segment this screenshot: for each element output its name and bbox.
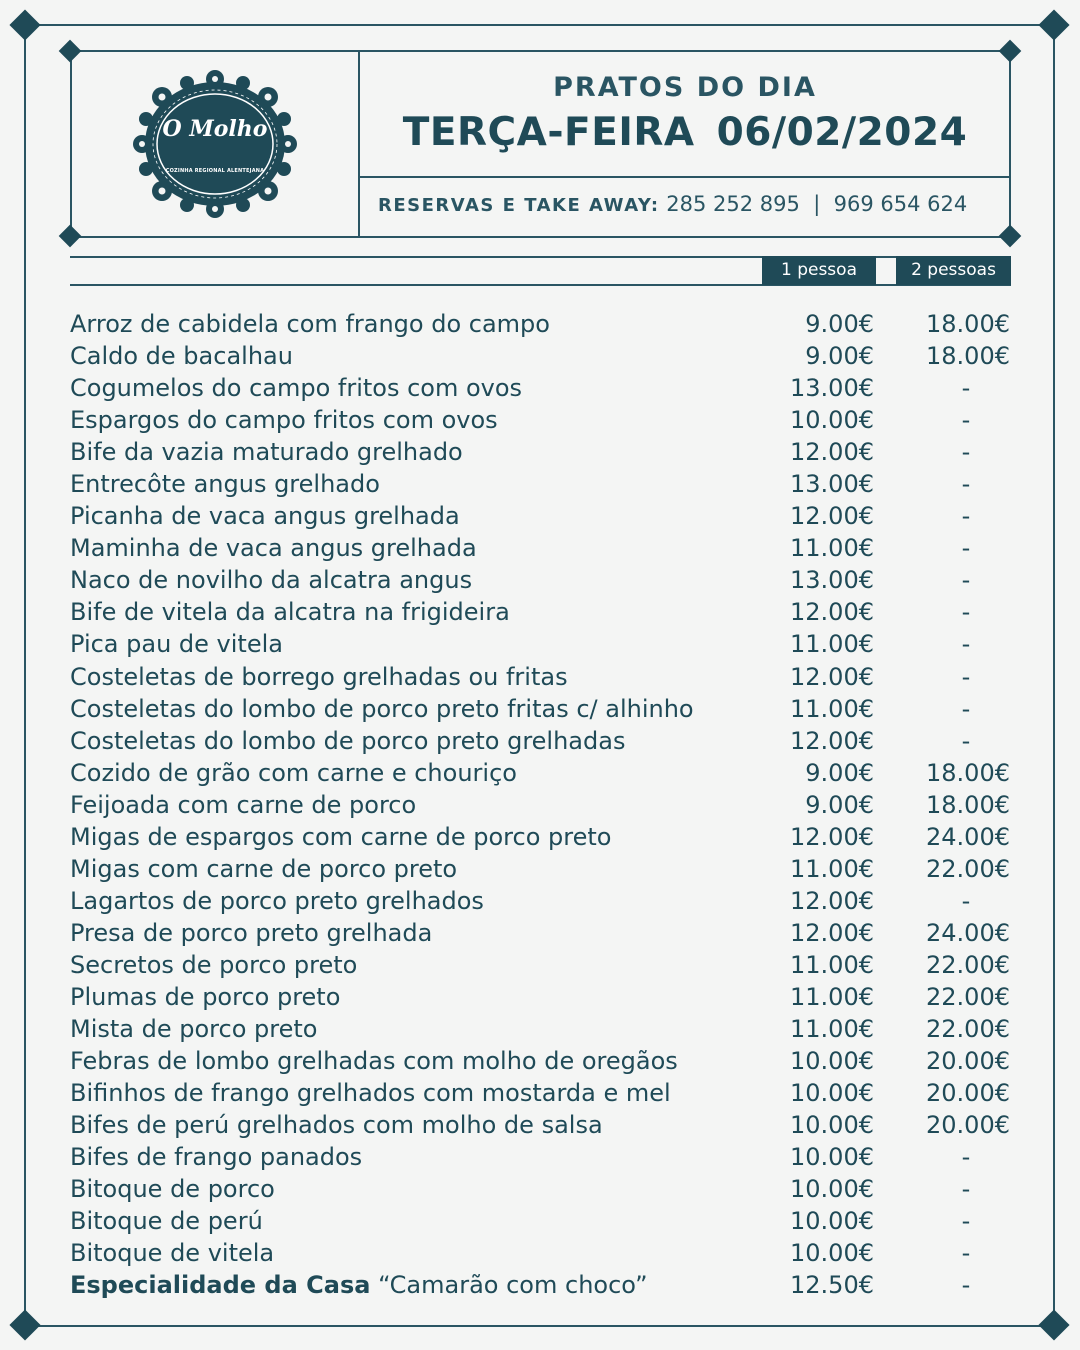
contact-phones: 285 252 895 | 969 654 624	[666, 192, 968, 216]
price-two-people: -	[961, 374, 971, 403]
dish-name: Costeletas do lombo de porco preto fritas c/ alhinho	[70, 694, 694, 723]
menu-item	[70, 885, 1012, 917]
dish-name: Bifinhos de frango grelhados com mostarda e mel	[70, 1079, 671, 1108]
menu-item	[70, 1045, 1012, 1077]
dish-name: Febras de lombo grelhadas com molho de oregãos	[70, 1047, 678, 1076]
dish-name: Plumas de porco preto	[70, 982, 341, 1011]
menu-item	[70, 917, 1012, 949]
price-two-people: -	[961, 470, 971, 499]
price-two-people: -	[961, 406, 971, 435]
dish-name: Bifes de perú grelhados com molho de salsa	[70, 1111, 603, 1140]
day-date-title: TERÇA-FEIRA 06/02/2024	[402, 110, 968, 155]
price-two-people: -	[961, 598, 971, 627]
price-one-person: 13.00€	[790, 374, 874, 403]
column-one-person: 1 pessoa	[762, 256, 876, 285]
price-two-people: -	[961, 694, 971, 723]
price-two-people: -	[961, 1143, 971, 1172]
price-one-person: 10.00€	[790, 1047, 874, 1076]
price-two-people: 22.00€	[926, 950, 1010, 979]
dish-name: Espargos do campo fritos com ovos	[70, 406, 498, 435]
header-box-bottom	[70, 236, 1011, 238]
price-one-person: 10.00€	[790, 1207, 874, 1236]
price-two-people: 20.00€	[926, 1111, 1010, 1140]
dish-name: Bitoque de perú	[70, 1207, 263, 1236]
dish-name: Lagartos de porco preto grelhados	[70, 886, 484, 915]
menu-item	[70, 564, 1012, 596]
restaurant-logo	[132, 69, 298, 219]
price-two-people: -	[961, 566, 971, 595]
menu-item	[70, 1205, 1012, 1237]
price-two-people: 24.00€	[926, 918, 1010, 947]
menu-item-special	[70, 1269, 1012, 1301]
price-one-person: 11.00€	[790, 950, 874, 979]
column-two-people: 2 pessoas	[896, 256, 1011, 285]
price-one-person: 12.00€	[790, 662, 874, 691]
menu-item	[70, 1237, 1012, 1269]
menu-item	[70, 1173, 1012, 1205]
price-one-person: 9.00€	[805, 758, 874, 787]
price-two-people: -	[961, 886, 971, 915]
frame-right-line	[1053, 26, 1055, 1326]
price-one-person: 11.00€	[790, 982, 874, 1011]
menu-item	[70, 1077, 1012, 1109]
price-one-person: 12.00€	[790, 822, 874, 851]
frame-left-line	[24, 26, 26, 1326]
header-divider-horizontal	[358, 176, 1010, 178]
dish-name: Bife da vazia maturado grelhado	[70, 438, 463, 467]
price-one-person: 13.00€	[790, 566, 874, 595]
menu-item	[70, 372, 1012, 404]
price-one-person: 12.00€	[790, 726, 874, 755]
corner-ornament	[1038, 1309, 1069, 1340]
price-two-people: -	[961, 630, 971, 659]
dish-name: Cozido de grão com carne e chouriço	[70, 758, 517, 787]
dish-name: Presa de porco preto grelhada	[70, 918, 433, 947]
price-two-people: -	[961, 502, 971, 531]
price-one-person: 10.00€	[790, 406, 874, 435]
menu-item	[70, 725, 1012, 757]
menu-item	[70, 500, 1012, 532]
dish-name: Migas de espargos com carne de porco preto	[70, 822, 612, 851]
menu-item	[70, 468, 1012, 500]
logo-ornament-icon	[132, 69, 298, 219]
price-two-people: 22.00€	[926, 982, 1010, 1011]
special-name: “Camarão com choco”	[378, 1271, 648, 1300]
header-corner-ornament	[999, 225, 1022, 248]
price-one-person: 12.00€	[790, 438, 874, 467]
price-two-people: -	[961, 1239, 971, 1268]
price-one-person: 12.00€	[790, 598, 874, 627]
price-two-people: -	[961, 1207, 971, 1236]
dish-name: Migas com carne de porco preto	[70, 854, 458, 883]
corner-ornament	[1038, 9, 1069, 40]
daily-dishes-heading: PRATOS DO DIA	[553, 72, 817, 103]
menu-item	[70, 949, 1012, 981]
menu-item	[70, 596, 1012, 628]
dish-name: Bitoque de porco	[70, 1175, 275, 1204]
price-one-person: 11.00€	[790, 1015, 874, 1044]
dish-name: Caldo de bacalhau	[70, 342, 293, 371]
contact-line	[378, 192, 967, 216]
dish-name: Bifes de frango panados	[70, 1143, 363, 1172]
dish-name: Pica pau de vitela	[70, 630, 283, 659]
header-corner-ornament	[999, 40, 1022, 63]
price-one-person: 9.00€	[805, 790, 874, 819]
dish-name: Naco de novilho da alcatra angus	[70, 566, 473, 595]
price-two-people: -	[961, 534, 971, 563]
menu-item	[70, 340, 1012, 372]
frame-top-line	[26, 24, 1054, 26]
dish-name: Cogumelos do campo fritos com ovos	[70, 374, 523, 403]
logo-tagline: COZINHA REGIONAL ALENTEJANA	[165, 168, 265, 174]
dish-name: Arroz de cabidela com frango do campo	[70, 310, 550, 338]
price-two-people: -	[961, 726, 971, 755]
price-two-people: 22.00€	[926, 1015, 1010, 1044]
price-one-person: 11.00€	[790, 854, 874, 883]
price-two-people: -	[961, 662, 971, 691]
price-two-people: 20.00€	[926, 1079, 1010, 1108]
price-one-person: 10.00€	[790, 1111, 874, 1140]
dish-name: Feijoada com carne de porco	[70, 790, 417, 819]
price-one-person: 11.00€	[790, 694, 874, 723]
price-one-person: 11.00€	[790, 534, 874, 563]
menu-item	[70, 1141, 1012, 1173]
logo-title: O Molho	[162, 116, 268, 142]
price-two-people: 18.00€	[926, 342, 1010, 371]
menu-list	[70, 308, 1012, 1301]
price-two-people: 18.00€	[926, 790, 1010, 819]
price-one-person: 10.00€	[790, 1239, 874, 1268]
price-two-people: 22.00€	[926, 854, 1010, 883]
dish-name: Mista de porco preto	[70, 1015, 318, 1044]
price-one-person: 10.00€	[790, 1143, 874, 1172]
menu-item	[70, 757, 1012, 789]
frame-bottom-line	[26, 1325, 1054, 1327]
price-two-people: 20.00€	[926, 1047, 1010, 1076]
corner-ornament	[9, 9, 40, 40]
dish-name: Secretos de porco preto	[70, 950, 358, 979]
menu-item	[70, 661, 1012, 693]
price-one-person: 12.00€	[790, 502, 874, 531]
price-one-person: 12.00€	[790, 886, 874, 915]
menu-item	[70, 1013, 1012, 1045]
menu-item	[70, 436, 1012, 468]
menu-item	[70, 693, 1012, 725]
menu-item	[70, 628, 1012, 660]
price-one-person: 9.00€	[805, 342, 874, 371]
dish-name: Entrecôte angus grelhado	[70, 470, 380, 499]
menu-item	[70, 308, 1012, 340]
menu-item	[70, 853, 1012, 885]
price-two-people: 18.00€	[926, 758, 1010, 787]
price-two-people: -	[961, 1175, 971, 1204]
price-one-person: 12.00€	[790, 918, 874, 947]
menu-item	[70, 821, 1012, 853]
price-one-person: 10.00€	[790, 1079, 874, 1108]
menu-item	[70, 1109, 1012, 1141]
price-two-people: -	[961, 1271, 971, 1300]
dish-name: Maminha de vaca angus grelhada	[70, 534, 477, 563]
dish-name: Picanha de vaca angus grelhada	[70, 502, 460, 531]
menu-item	[70, 532, 1012, 564]
price-one-person: 11.00€	[790, 630, 874, 659]
price-two-people: 24.00€	[926, 822, 1010, 851]
price-one-person: 10.00€	[790, 1175, 874, 1204]
dish-name: Costeletas do lombo de porco preto grelhadas	[70, 726, 626, 755]
price-one-person: 9.00€	[805, 310, 874, 338]
special-label: Especialidade da Casa	[70, 1271, 371, 1300]
menu-item	[70, 981, 1012, 1013]
dish-name: Bife de vitela da alcatra na frigideira	[70, 598, 510, 627]
dish-name: Bitoque de vitela	[70, 1239, 275, 1268]
menu-item	[70, 404, 1012, 436]
price-one-person: 12.50€	[790, 1271, 874, 1300]
special-dish	[70, 1269, 648, 1301]
corner-ornament	[9, 1309, 40, 1340]
price-one-person: 13.00€	[790, 470, 874, 499]
menu-item	[70, 789, 1012, 821]
price-two-people: 18.00€	[926, 310, 1010, 338]
price-two-people: -	[961, 438, 971, 467]
dish-name: Costeletas de borrego grelhadas ou fritas	[70, 662, 568, 691]
contact-label: RESERVAS E TAKE AWAY:	[378, 195, 660, 216]
logo-area	[72, 52, 358, 236]
